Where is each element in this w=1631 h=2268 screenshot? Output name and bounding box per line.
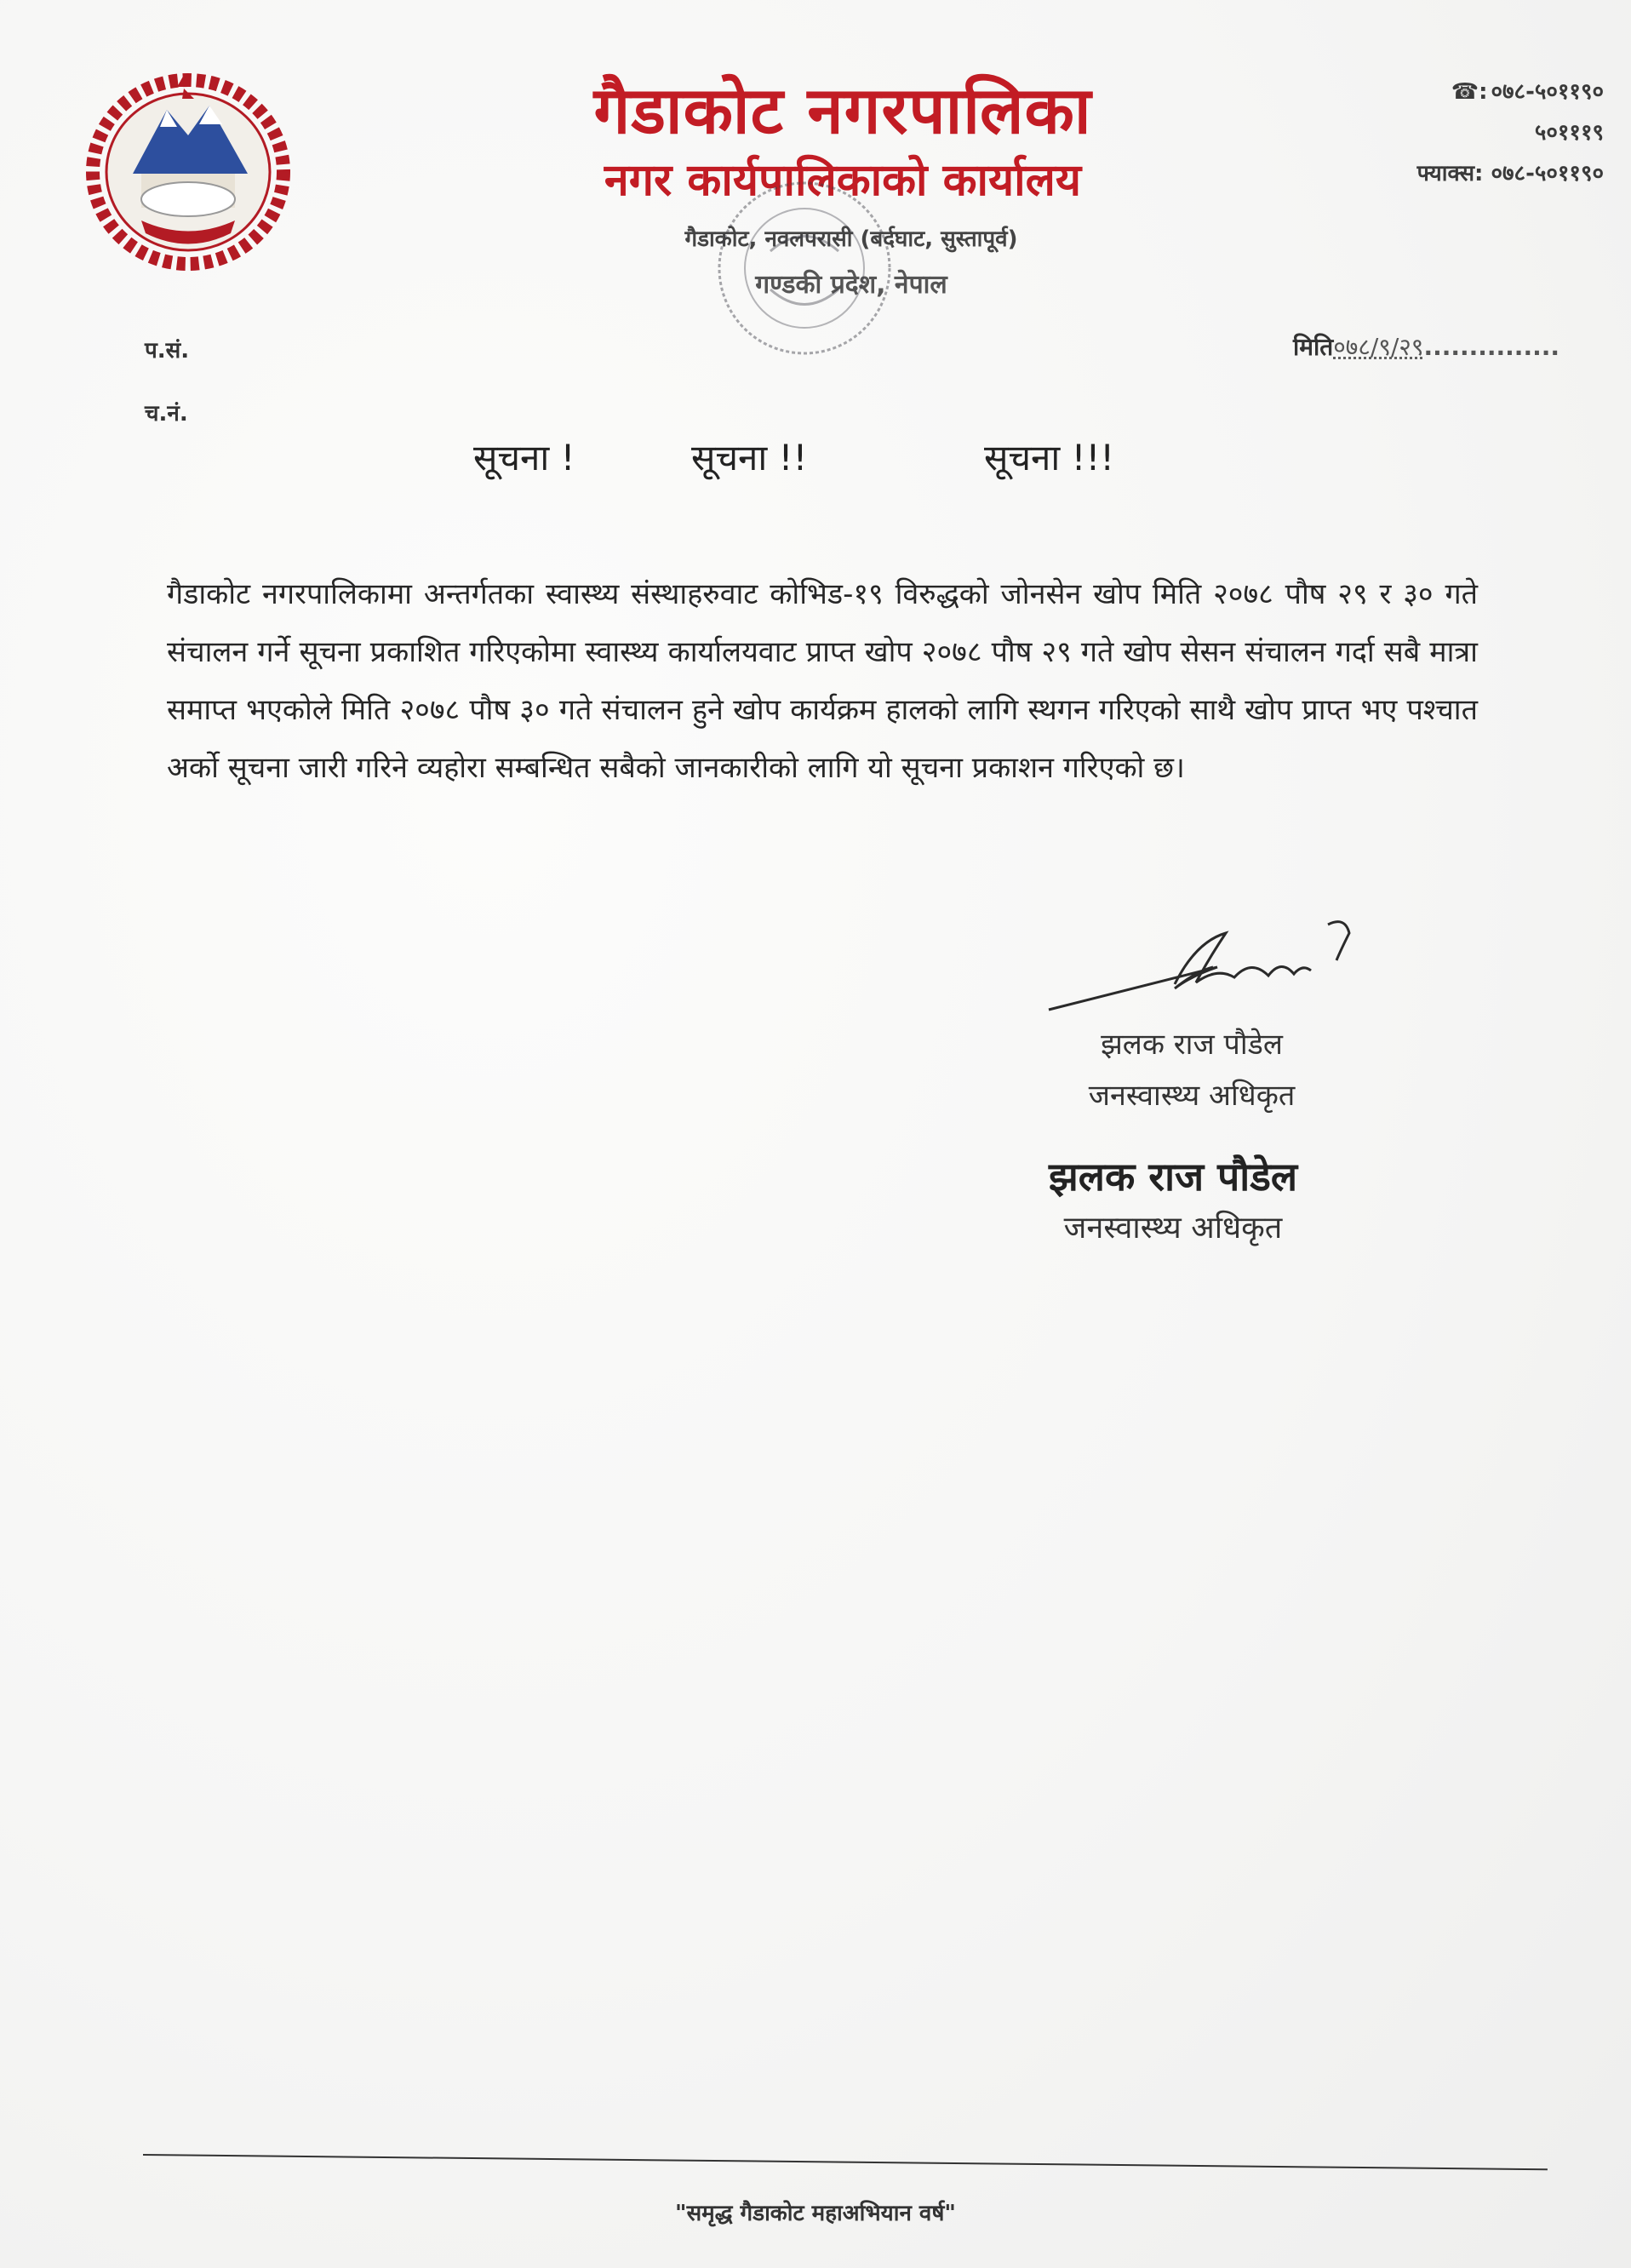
municipality-title: गैडाकोट नगरपालिका [593,72,1092,148]
date-label: मिति [1292,333,1334,361]
notice-2: सूचना !! [691,437,808,478]
signatory-name: झलक राज पौडेल [1101,1028,1283,1062]
address-line-1: गैडाकोट, नवलपरासी (बर्दघाट, सुस्तापूर्व) [684,226,1018,252]
signature-icon [1047,908,1371,1018]
notice-1: सूचना ! [473,437,575,478]
phone-number-1: ०७८-५०११९० [1491,79,1604,105]
notice-body: गैडाकोट नगरपालिकामा अन्तर्गतका स्वास्थ्य संस्थाहरुवाट कोभिड-१९ विरुद्धको जोनसेन खोप मिति २०७८ पौष २९ र ३० गते संचालन गर्ने सूचना प्रकाशित गरिएकोमा स्वास्थ्य कार्यालयवाट प्राप्त खोप २०७८ पौष २९ गते खोप सेसन संचालन गर्दा सबै मात्रा समाप्त भएकोले मिति २०७८ पौष ३० गते संचालन हुने खोप कार्यक्रम हालको लागि स्थगन गरिएको साथै खोप प्राप्त भए पश्चात अर्को सूचना जारी गरिने व्यहोरा सम्बन्धित सबैको जानकारीको लागि यो सूचना प्रकाशन गरिएको छ। [167,577,1478,785]
cn-label: च.नं. [145,401,188,427]
nepal-emblem-icon [82,72,295,276]
phone-row [1263,72,1604,112]
fax-row [1263,153,1604,194]
footer-slogan: "समृद्ध गैडाकोट महाअभियान वर्ष" [675,2201,956,2226]
stamp-title: जनस्वास्थ्य अधिकृत [1063,1211,1283,1246]
fax-label: फ्याक्स: [1416,161,1484,186]
ps-label: प.सं. [145,338,190,364]
fax-number: ०७८-५०११९० [1491,161,1604,186]
contact-block [1263,72,1604,194]
notice-3: सूचना !!! [984,437,1115,478]
phone-icon: ☎: [1451,79,1488,105]
date-field: मिति०७८/९/२९............... [1292,333,1559,361]
signatory-title: जनस्वास्थ्य अधिकृत [1088,1079,1296,1113]
date-value: ०७८/९/२९ [1333,333,1424,361]
official-stamp-icon [690,170,919,366]
address-line-2: गण्डकी प्रदेश, नेपाल [755,270,947,300]
office-subtitle: नगर कार्यपालिकाको कार्यालय [604,155,1082,206]
notice-heading [0,432,1631,492]
phone-number-2: ५०१११९ [1534,120,1604,146]
footer-divider [143,2154,1548,2170]
stamp-name: झलक राज पौडेल [1048,1154,1298,1200]
